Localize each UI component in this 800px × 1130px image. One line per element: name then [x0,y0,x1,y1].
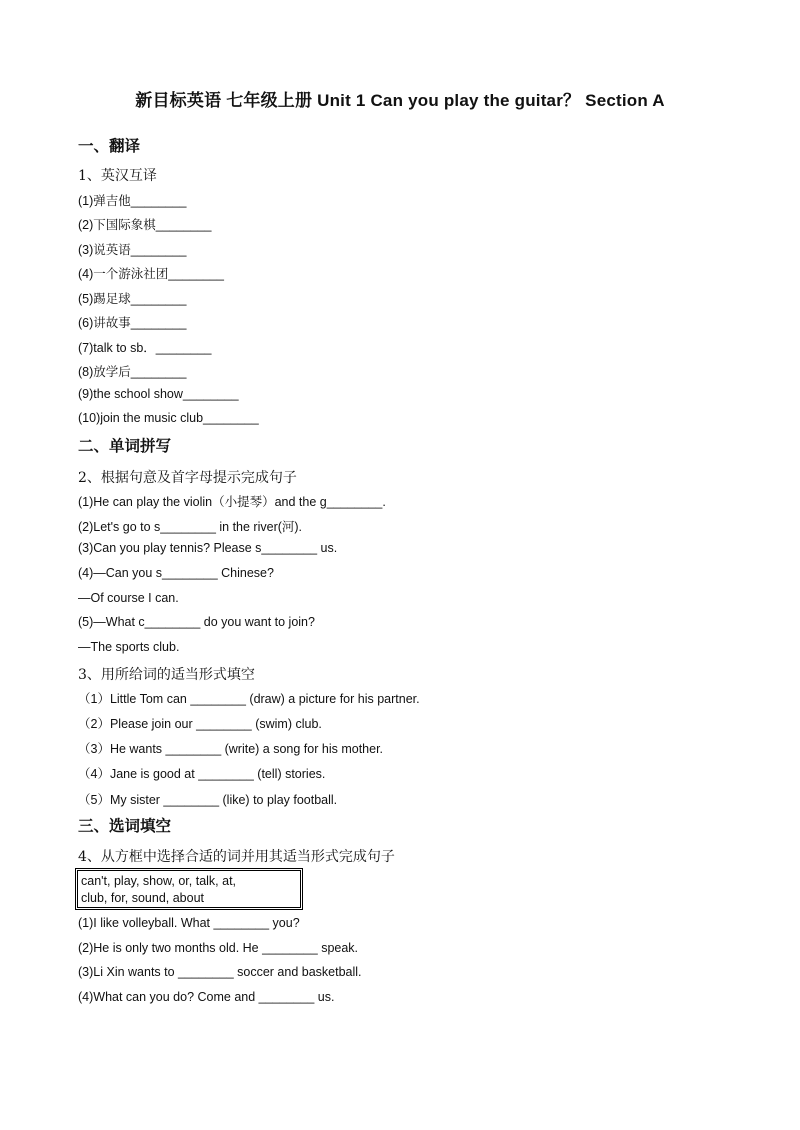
question-3-item: （1）Little Tom can ________ (draw) a picture for his partner. [78,692,420,706]
question-4-heading: 4、从方框中选择合适的词并用其适当形式完成句子 [78,849,395,865]
question-1-item: (5)踢足球________ [78,292,187,306]
question-2-item: —The sports club. [78,640,180,654]
question-3-item: （3）He wants ________ (write) a song for his mother. [78,742,384,756]
section-heading-word-choice: 三、选词填空 [78,817,172,835]
question-2-item: (4)—Can you s________ Chinese? [78,566,274,580]
word-bank-box [75,868,303,910]
section-heading-spelling: 二、单词拼写 [78,437,172,455]
question-2-item: (3)Can you play tennis? Please s________ us. [78,541,338,555]
section-heading-translation: 一、翻译 [78,137,141,155]
question-2-item: (2)Let's go to s________ in the river(河). [78,520,303,534]
question-4-item: (4)What can you do? Come and ________ us. [78,990,335,1004]
question-1-item: (7)talk to sb．________ [78,341,212,355]
question-1-item: (3)说英语________ [78,243,187,257]
question-1-item: (2)下国际象棋________ [78,218,212,232]
question-2-item: (1)He can play the violin（小提琴）and the g________. [78,495,386,509]
question-4-item: (1)I like volleyball. What ________ you? [78,916,300,930]
question-4-item: (3)Li Xin wants to ________ soccer and basketball. [78,965,362,979]
question-1-heading: 1、英汉互译 [78,168,157,184]
question-3-item: （2）Please join our ________ (swim) club. [78,717,322,731]
question-1-item: (10)join the music club________ [78,411,259,425]
question-2-item: (5)—What c________ do you want to join? [78,615,315,629]
question-2-heading: 2、根据句意及首字母提示完成句子 [78,470,297,486]
word-bank-line: club, for, sound, about [81,891,205,905]
question-1-item: (9)the school show________ [78,387,239,401]
question-1-item: (8)放学后________ [78,365,187,379]
page-title: 新目标英语 七年级上册 Unit 1 Can you play the guitar？ Section A [135,91,665,110]
question-1-item: (6)讲故事________ [78,316,187,330]
question-3-heading: 3、用所给词的适当形式填空 [78,667,255,683]
question-3-item: （5）My sister ________ (like) to play football. [78,793,338,807]
question-1-item: (4)一个游泳社团________ [78,267,224,281]
question-2-item: —Of course I can. [78,591,179,605]
question-4-item: (2)He is only two months old. He ________ speak. [78,941,359,955]
word-bank-line: can't, play, show, or, talk, at, [81,874,237,888]
question-1-item: (1)弹吉他________ [78,194,187,208]
question-3-item: （4）Jane is good at ________ (tell) stories. [78,767,326,781]
